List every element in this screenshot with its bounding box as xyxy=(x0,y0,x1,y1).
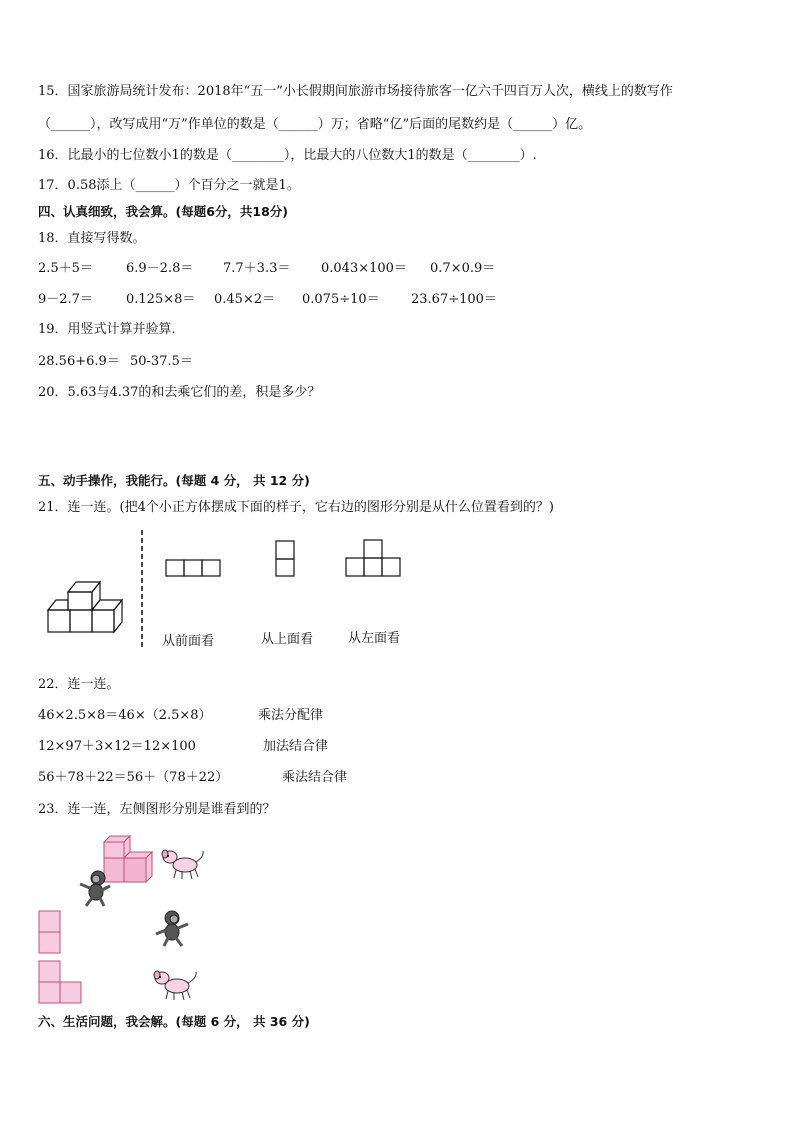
q18-r1-c3: 7.7＋3.3＝ xyxy=(223,261,291,276)
pink-view-vertical xyxy=(38,910,62,954)
q18-r1-c5: 0.7×0.9＝ xyxy=(430,261,496,276)
q20-text: 20．5.63与4.37的和去乘它们的差，积是多少？ xyxy=(38,385,321,400)
q23-title: 23．连一连，左侧图形分别是谁看到的？ xyxy=(38,802,276,817)
q19-title: 19．用竖式计算并验算． xyxy=(38,322,185,337)
q18-r1-c2: 6.9－2.8＝ xyxy=(126,261,194,276)
q15-line1: 15．国家旅游局统计发布：2018年“五一”小长假期间旅游市场接待旅客一亿六千四百万人次，横线上的数写作 xyxy=(38,84,673,99)
q18-r1-c4: 0.043×100＝ xyxy=(321,261,407,276)
q18-r2-c3: 0.45×2＝ xyxy=(214,292,276,307)
pink-view-l-shape xyxy=(38,960,84,1004)
q22-right-2: 加法结合律 xyxy=(263,739,329,754)
q18-r2-c2: 0.125×8＝ xyxy=(126,292,196,307)
q18-r2-c4: 0.075÷10＝ xyxy=(302,292,380,307)
section-6-heading: 六、生活问题，我会解。(每题 6 分， 共 36 分) xyxy=(38,1014,310,1029)
q17-text: 17．0.58添上（______）个百分之一就是1。 xyxy=(38,178,300,193)
dashed-divider xyxy=(140,530,144,648)
q18-r2-c1: 9－2.7＝ xyxy=(38,292,93,307)
q15-line2: （______），改写成用“万”作单位的数是（______）万；省略“亿”后面的尾数约是（______）亿。 xyxy=(38,117,592,132)
q19-item-1: 28.56+6.9＝ xyxy=(38,354,120,369)
label-top-view: 从上面看 xyxy=(261,632,314,647)
view-t-shape xyxy=(345,539,403,577)
q22-left-3: 56＋78＋22＝56＋（78＋22） xyxy=(38,770,229,785)
q22-left-2: 12×97＋3×12＝12×100 xyxy=(38,739,196,754)
label-left-view: 从左面看 xyxy=(348,631,401,646)
q18-r2-c5: 23.67÷100＝ xyxy=(411,292,497,307)
q21-title: 21．连一连。(把4个小正方体摆成下面的样子，它右边的图形分别是从什么位置看到的？) xyxy=(38,500,554,515)
label-front-view: 从前面看 xyxy=(162,634,215,649)
cube-stack-figure xyxy=(44,574,126,636)
q19-item-2: 50-37.5＝ xyxy=(130,354,193,369)
section-5-heading: 五、动手操作，我能行。(每题 4 分， 共 12 分) xyxy=(38,473,310,488)
q22-right-1: 乘法分配律 xyxy=(258,708,324,723)
q22-left-1: 46×2.5×8＝46×（2.5×8） xyxy=(38,708,212,723)
view-three-squares xyxy=(165,559,221,577)
view-two-stacked-squares xyxy=(275,540,295,577)
q16-text: 16．比最小的七位数小1的数是（________），比最大的八位数大1的数是（________）. xyxy=(38,148,537,163)
q22-right-3: 乘法结合律 xyxy=(282,770,348,785)
q22-title: 22．连一连。 xyxy=(38,677,120,692)
section-4-heading: 四、认真细致，我会算。(每题6分，共18分) xyxy=(38,204,289,219)
q18-title: 18．直接写得数。 xyxy=(38,231,146,246)
q18-r1-c1: 2.5＋5＝ xyxy=(38,261,93,276)
monkey-icon xyxy=(76,868,116,908)
dog-icon xyxy=(160,845,206,881)
monkey-icon xyxy=(152,908,192,948)
dog-icon xyxy=(152,966,200,1002)
